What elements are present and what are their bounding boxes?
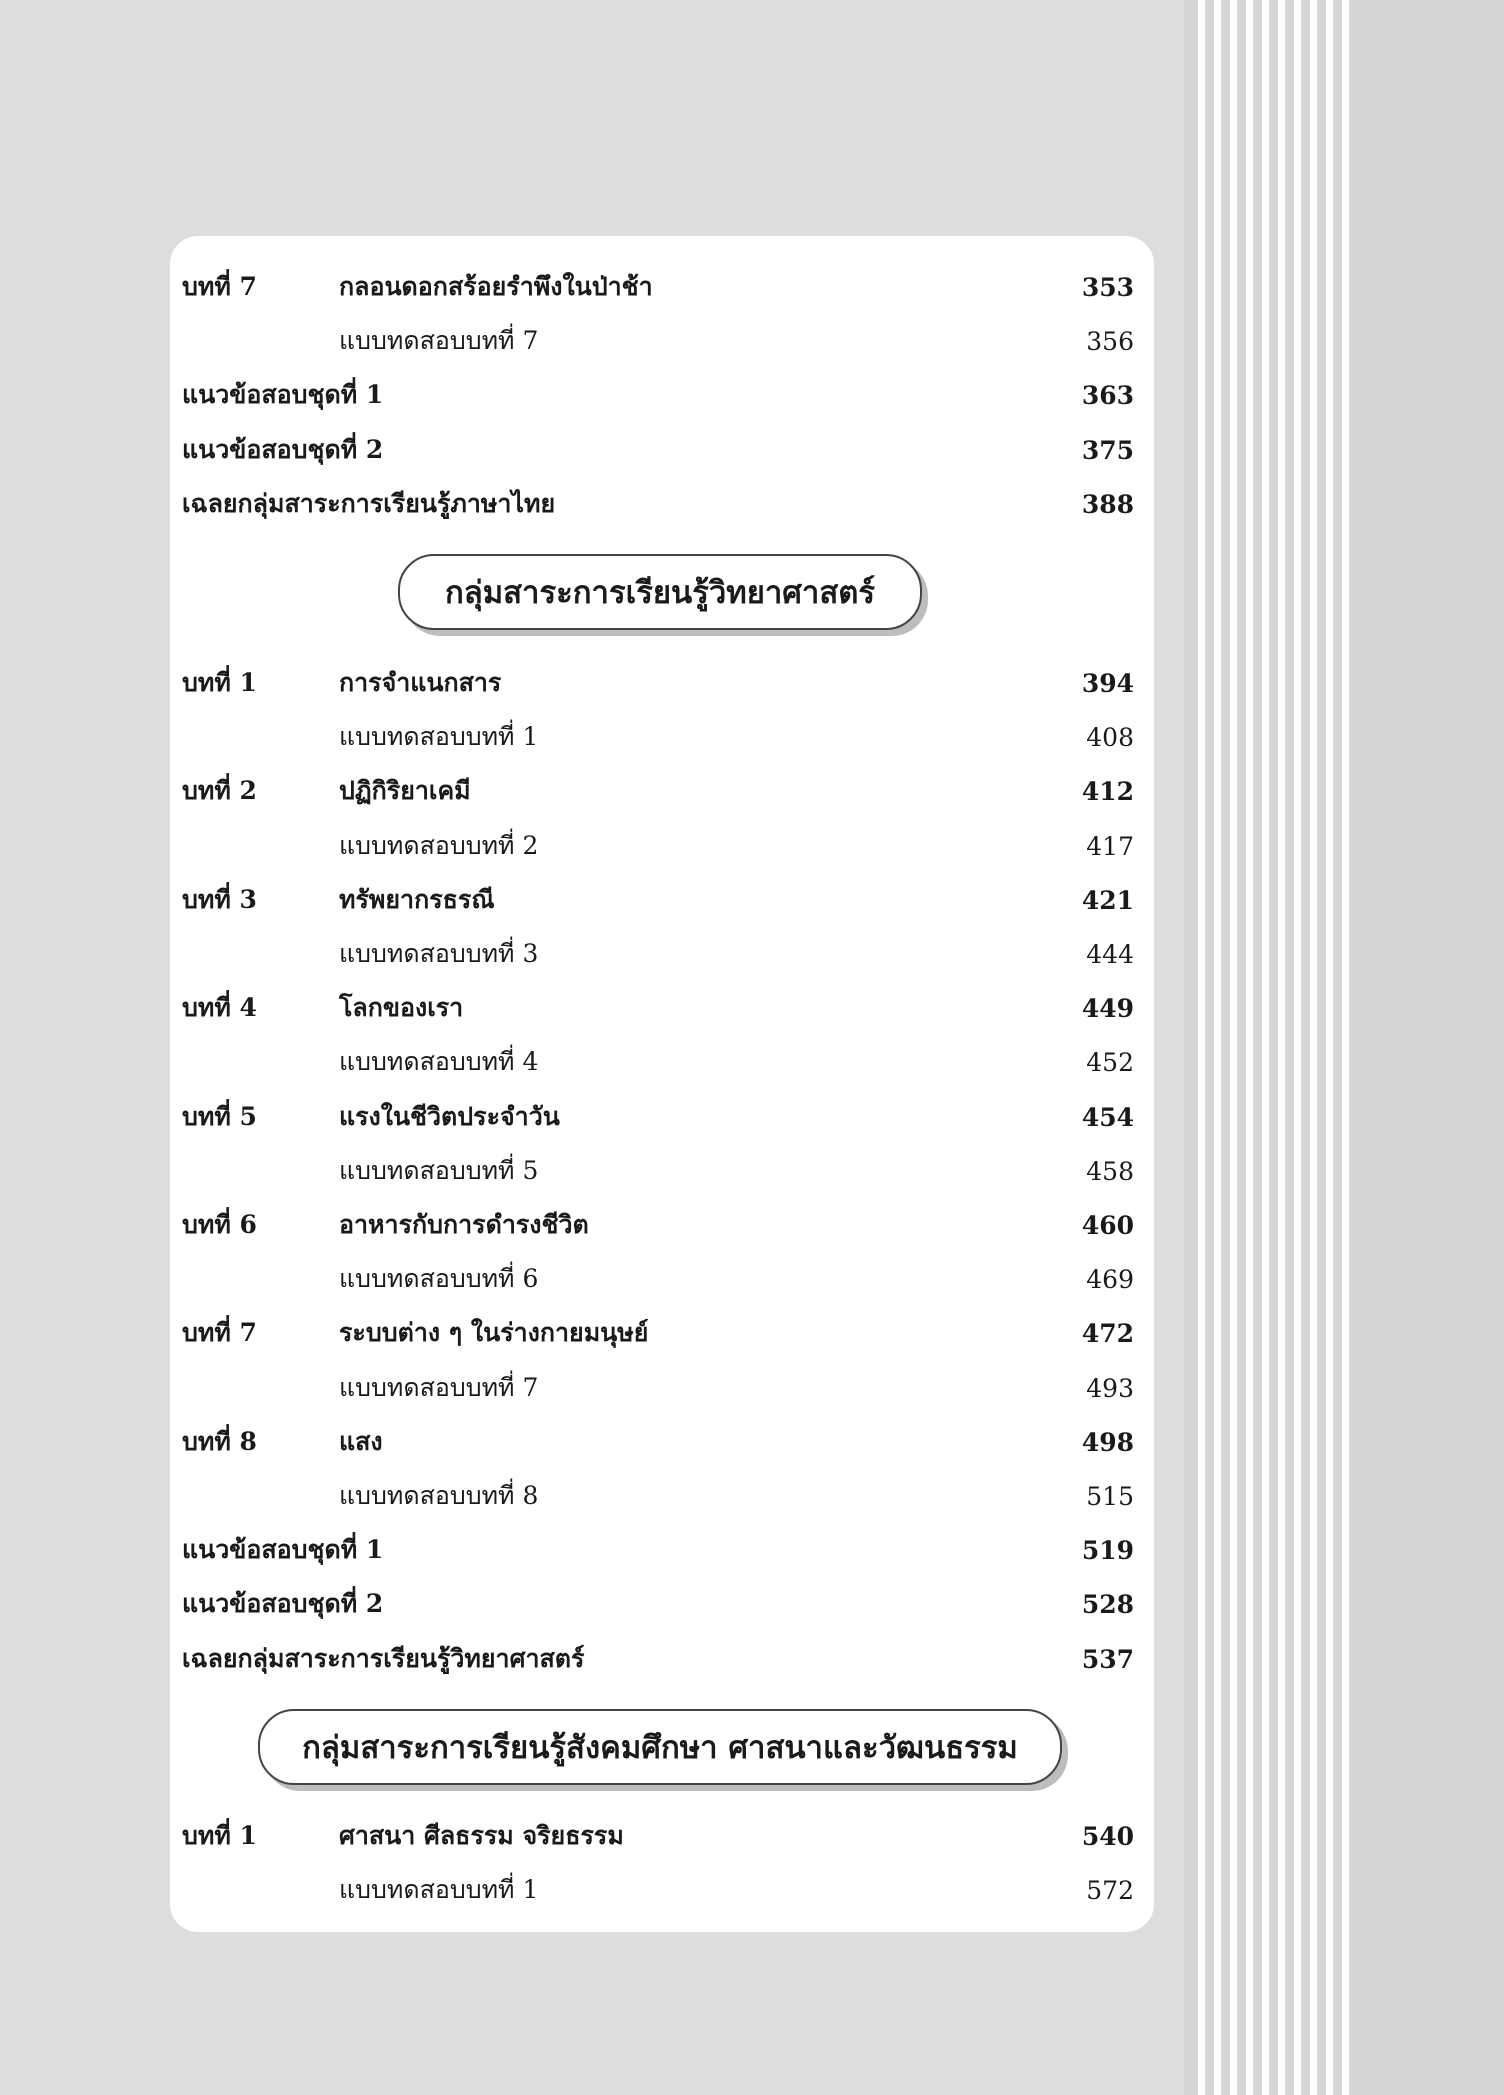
toc-page-number: 528 bbox=[1081, 1589, 1134, 1619]
toc-entry bbox=[182, 819, 1134, 873]
toc-page-number: 472 bbox=[1081, 1318, 1134, 1348]
toc-page-number: 412 bbox=[1081, 776, 1134, 806]
toc-page-number: 498 bbox=[1081, 1427, 1134, 1457]
toc-chapter-label: บทที่ 7 bbox=[182, 1318, 257, 1347]
toc-page-number: 375 bbox=[1081, 435, 1134, 465]
toc-entry-title: เฉลยกลุ่มสาระการเรียนรู้วิทยาศาสตร์ bbox=[182, 1644, 585, 1673]
toc-entry-title: แสง bbox=[339, 1427, 383, 1456]
toc-entry-title: โลกของเรา bbox=[339, 993, 464, 1022]
toc-entry bbox=[182, 873, 1134, 927]
toc-entry bbox=[182, 927, 1134, 981]
toc-entry-title: ปฏิกิริยาเคมี bbox=[339, 776, 471, 805]
toc-entry-title: แบบทดสอบบทที่ 5 bbox=[339, 1156, 539, 1185]
toc-chapter-label: บทที่ 1 bbox=[182, 668, 257, 697]
toc-page-number: 458 bbox=[1086, 1156, 1134, 1186]
toc-entry bbox=[182, 1306, 1134, 1360]
toc-entry-title: แบบทดสอบบทที่ 7 bbox=[339, 326, 539, 355]
toc-entry-title: ระบบต่าง ๆ ในร่างกายมนุษย์ bbox=[339, 1318, 649, 1347]
toc-chapter-label: บทที่ 4 bbox=[182, 993, 257, 1022]
toc-chapter-label: บทที่ 8 bbox=[182, 1427, 257, 1456]
toc-entry-title: แบบทดสอบบทที่ 3 bbox=[339, 939, 539, 968]
toc-entry-title: แบบทดสอบบทที่ 6 bbox=[339, 1264, 539, 1293]
toc-entry-title: แบบทดสอบบทที่ 4 bbox=[339, 1047, 539, 1076]
toc-page-number: 394 bbox=[1081, 668, 1134, 698]
toc-entry-title: ทรัพยากรธรณี bbox=[339, 885, 495, 914]
toc-page-number: 417 bbox=[1086, 831, 1134, 861]
toc-page-number: 408 bbox=[1086, 722, 1134, 752]
toc-entry bbox=[182, 1252, 1134, 1306]
toc-chapter-label: บทที่ 7 bbox=[182, 272, 257, 301]
toc-page-number: 444 bbox=[1086, 939, 1134, 969]
decorative-stripes bbox=[1184, 0, 1504, 2095]
toc-entry-title: แบบทดสอบบทที่ 1 bbox=[339, 722, 539, 751]
toc-page-number: 515 bbox=[1086, 1481, 1134, 1511]
toc-page-number: 356 bbox=[1086, 326, 1134, 356]
toc-entry-title: แรงในชีวิตประจำวัน bbox=[339, 1102, 560, 1131]
toc-page-number: 537 bbox=[1081, 1644, 1134, 1674]
toc-entry bbox=[182, 423, 1134, 477]
toc-entry bbox=[182, 656, 1134, 710]
toc-entry-title: แบบทดสอบบทที่ 1 bbox=[339, 1875, 539, 1904]
toc-page-number: 460 bbox=[1081, 1210, 1134, 1240]
toc-page-number: 353 bbox=[1081, 272, 1134, 302]
toc-chapter-label: บทที่ 2 bbox=[182, 776, 257, 805]
toc-entry bbox=[182, 710, 1134, 764]
section-heading: กลุ่มสาระการเรียนรู้วิทยาศาสตร์ bbox=[398, 554, 922, 630]
toc-page-number: 469 bbox=[1086, 1264, 1134, 1294]
toc-page-number: 519 bbox=[1081, 1535, 1134, 1565]
toc-entry-title: แบบทดสอบบทที่ 7 bbox=[339, 1373, 539, 1402]
toc-page-number: 388 bbox=[1081, 489, 1134, 519]
toc-entry bbox=[182, 1523, 1134, 1577]
toc-page-number: 421 bbox=[1081, 885, 1134, 915]
toc-chapter-label: บทที่ 5 bbox=[182, 1102, 257, 1131]
toc-entry bbox=[182, 1809, 1134, 1863]
toc-entry bbox=[182, 1144, 1134, 1198]
toc-entry bbox=[182, 1035, 1134, 1089]
toc-entry-title: แนวข้อสอบชุดที่ 1 bbox=[182, 1535, 384, 1564]
toc-entry-title: อาหารกับการดำรงชีวิต bbox=[339, 1210, 589, 1239]
toc-entry-title: แบบทดสอบบทที่ 2 bbox=[339, 831, 539, 860]
toc-entry bbox=[182, 1198, 1134, 1252]
toc-chapter-label: บทที่ 3 bbox=[182, 885, 257, 914]
toc-entry bbox=[182, 477, 1134, 531]
toc-entry bbox=[182, 981, 1134, 1035]
toc-entry bbox=[182, 1577, 1134, 1631]
toc-entry-title: แบบทดสอบบทที่ 8 bbox=[339, 1481, 539, 1510]
toc-entry bbox=[182, 1361, 1134, 1415]
toc-entry-title: แนวข้อสอบชุดที่ 2 bbox=[182, 1589, 384, 1618]
toc-page-number: 540 bbox=[1081, 1821, 1134, 1851]
toc-entry-title: การจำแนกสาร bbox=[339, 668, 502, 697]
toc-page-number: 452 bbox=[1086, 1047, 1134, 1077]
toc-page-number: 572 bbox=[1086, 1875, 1134, 1905]
toc-entry-title: แนวข้อสอบชุดที่ 2 bbox=[182, 435, 384, 464]
toc-page-number: 449 bbox=[1081, 993, 1134, 1023]
toc-page-number: 454 bbox=[1081, 1102, 1134, 1132]
toc-page-number: 363 bbox=[1081, 380, 1134, 410]
toc-entry bbox=[182, 368, 1134, 422]
toc-entry-title: แนวข้อสอบชุดที่ 1 bbox=[182, 380, 384, 409]
table-of-contents-panel bbox=[170, 236, 1154, 1932]
toc-entry-title: ศาสนา ศีลธรรม จริยธรรม bbox=[339, 1821, 624, 1850]
toc-entry bbox=[182, 1632, 1134, 1686]
toc-entry-title: กลอนดอกสร้อยรำพึงในป่าช้า bbox=[339, 272, 653, 301]
toc-entry bbox=[182, 764, 1134, 818]
toc-entry bbox=[182, 314, 1134, 368]
toc-entry bbox=[182, 1415, 1134, 1469]
toc-entry-title: เฉลยกลุ่มสาระการเรียนรู้ภาษาไทย bbox=[182, 489, 556, 518]
toc-page-number: 493 bbox=[1086, 1373, 1134, 1403]
section-heading: กลุ่มสาระการเรียนรู้สังคมศึกษา ศาสนาและวัฒนธรรม bbox=[258, 1709, 1062, 1785]
toc-entry bbox=[182, 260, 1134, 314]
toc-chapter-label: บทที่ 6 bbox=[182, 1210, 257, 1239]
toc-entry bbox=[182, 1090, 1134, 1144]
toc-chapter-label: บทที่ 1 bbox=[182, 1821, 257, 1850]
toc-entry bbox=[182, 1469, 1134, 1523]
toc-entry bbox=[182, 1863, 1134, 1917]
